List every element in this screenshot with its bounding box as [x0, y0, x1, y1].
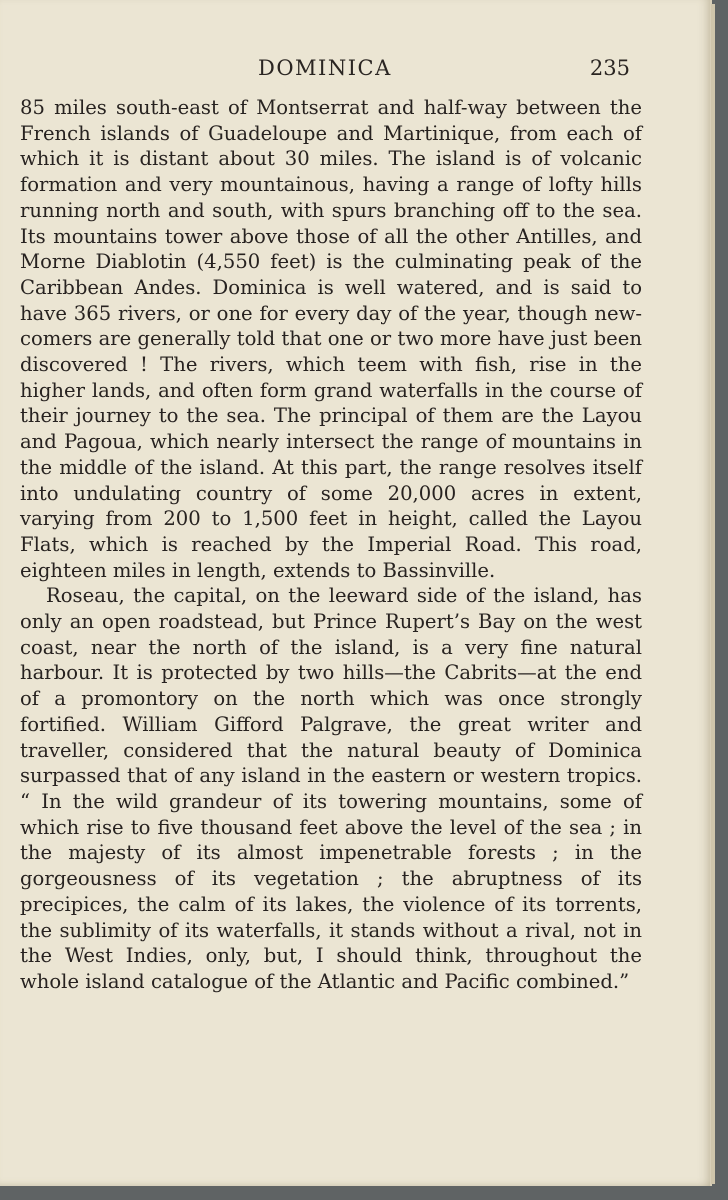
body-text [20, 95, 642, 995]
paragraph-roseau: Roseau, the capital, on the leeward side of the island, has only an open roadstead, but Prince Rupert’s Bay on the west coast, near the north of the island, is a very fine natural harbour. It is protected by two hills—the Cabrits—at the end of a promontory on the north which was once strongly fortified. William Gifford Palgrave, the great writer and traveller, considered that the natural beauty of Dominica surpassed that of any island in the eastern or western tropics. “ In the wild grandeur of its towering mountains, some of which rise to five thousand feet above the level of the sea ; in the majesty of its almost impenetrable forests ; in the gorgeousness of its vegetation ; the abruptness of its precipices, the calm of its lakes, the violence of its torrents, the sublimity of its waterfalls, it stands without a rival, not in the West Indies, only, but, I should think, throughout the whole island catalogue of the Atlantic and Pacific combined.” [20, 584, 642, 993]
running-head [0, 50, 710, 86]
page-edge [711, 4, 715, 1184]
chapter-title: DOMINICA [258, 56, 392, 80]
paragraph-continued: 85 miles south-east of Montserrat and half-way between the French islands of Guadeloupe and Martinique, from each of which it is distant about 30 miles. The island is of volcanic formation and very mountainous, having a range of lofty hills running north and south, with spurs branching off to the sea. Its mountains tower above those of all the other Antilles, and Morne Diablotin (4,550 feet) is the culminating peak of the Caribbean Andes. Dominica is well watered, and is said to have 365 rivers, or one for every day of the year, though new-comers are generally told that one or two more have just been discovered ! The rivers, which teem with fish, rise in the higher lands, and often form grand waterfalls in the course of their journey to the sea. The principal of them are the Layou and Pagoua, which nearly intersect the range of mountains in the middle of the island. At this part, the range resolves itself into undulating country of some 20,000 acres in extent, varying from 200 to 1,500 feet in height, called the Layou Flats, which is reached by the Imperial Road. This road, eighteen miles in length, extends to Bassinville. [20, 96, 642, 582]
page-number: 235 [589, 56, 630, 80]
